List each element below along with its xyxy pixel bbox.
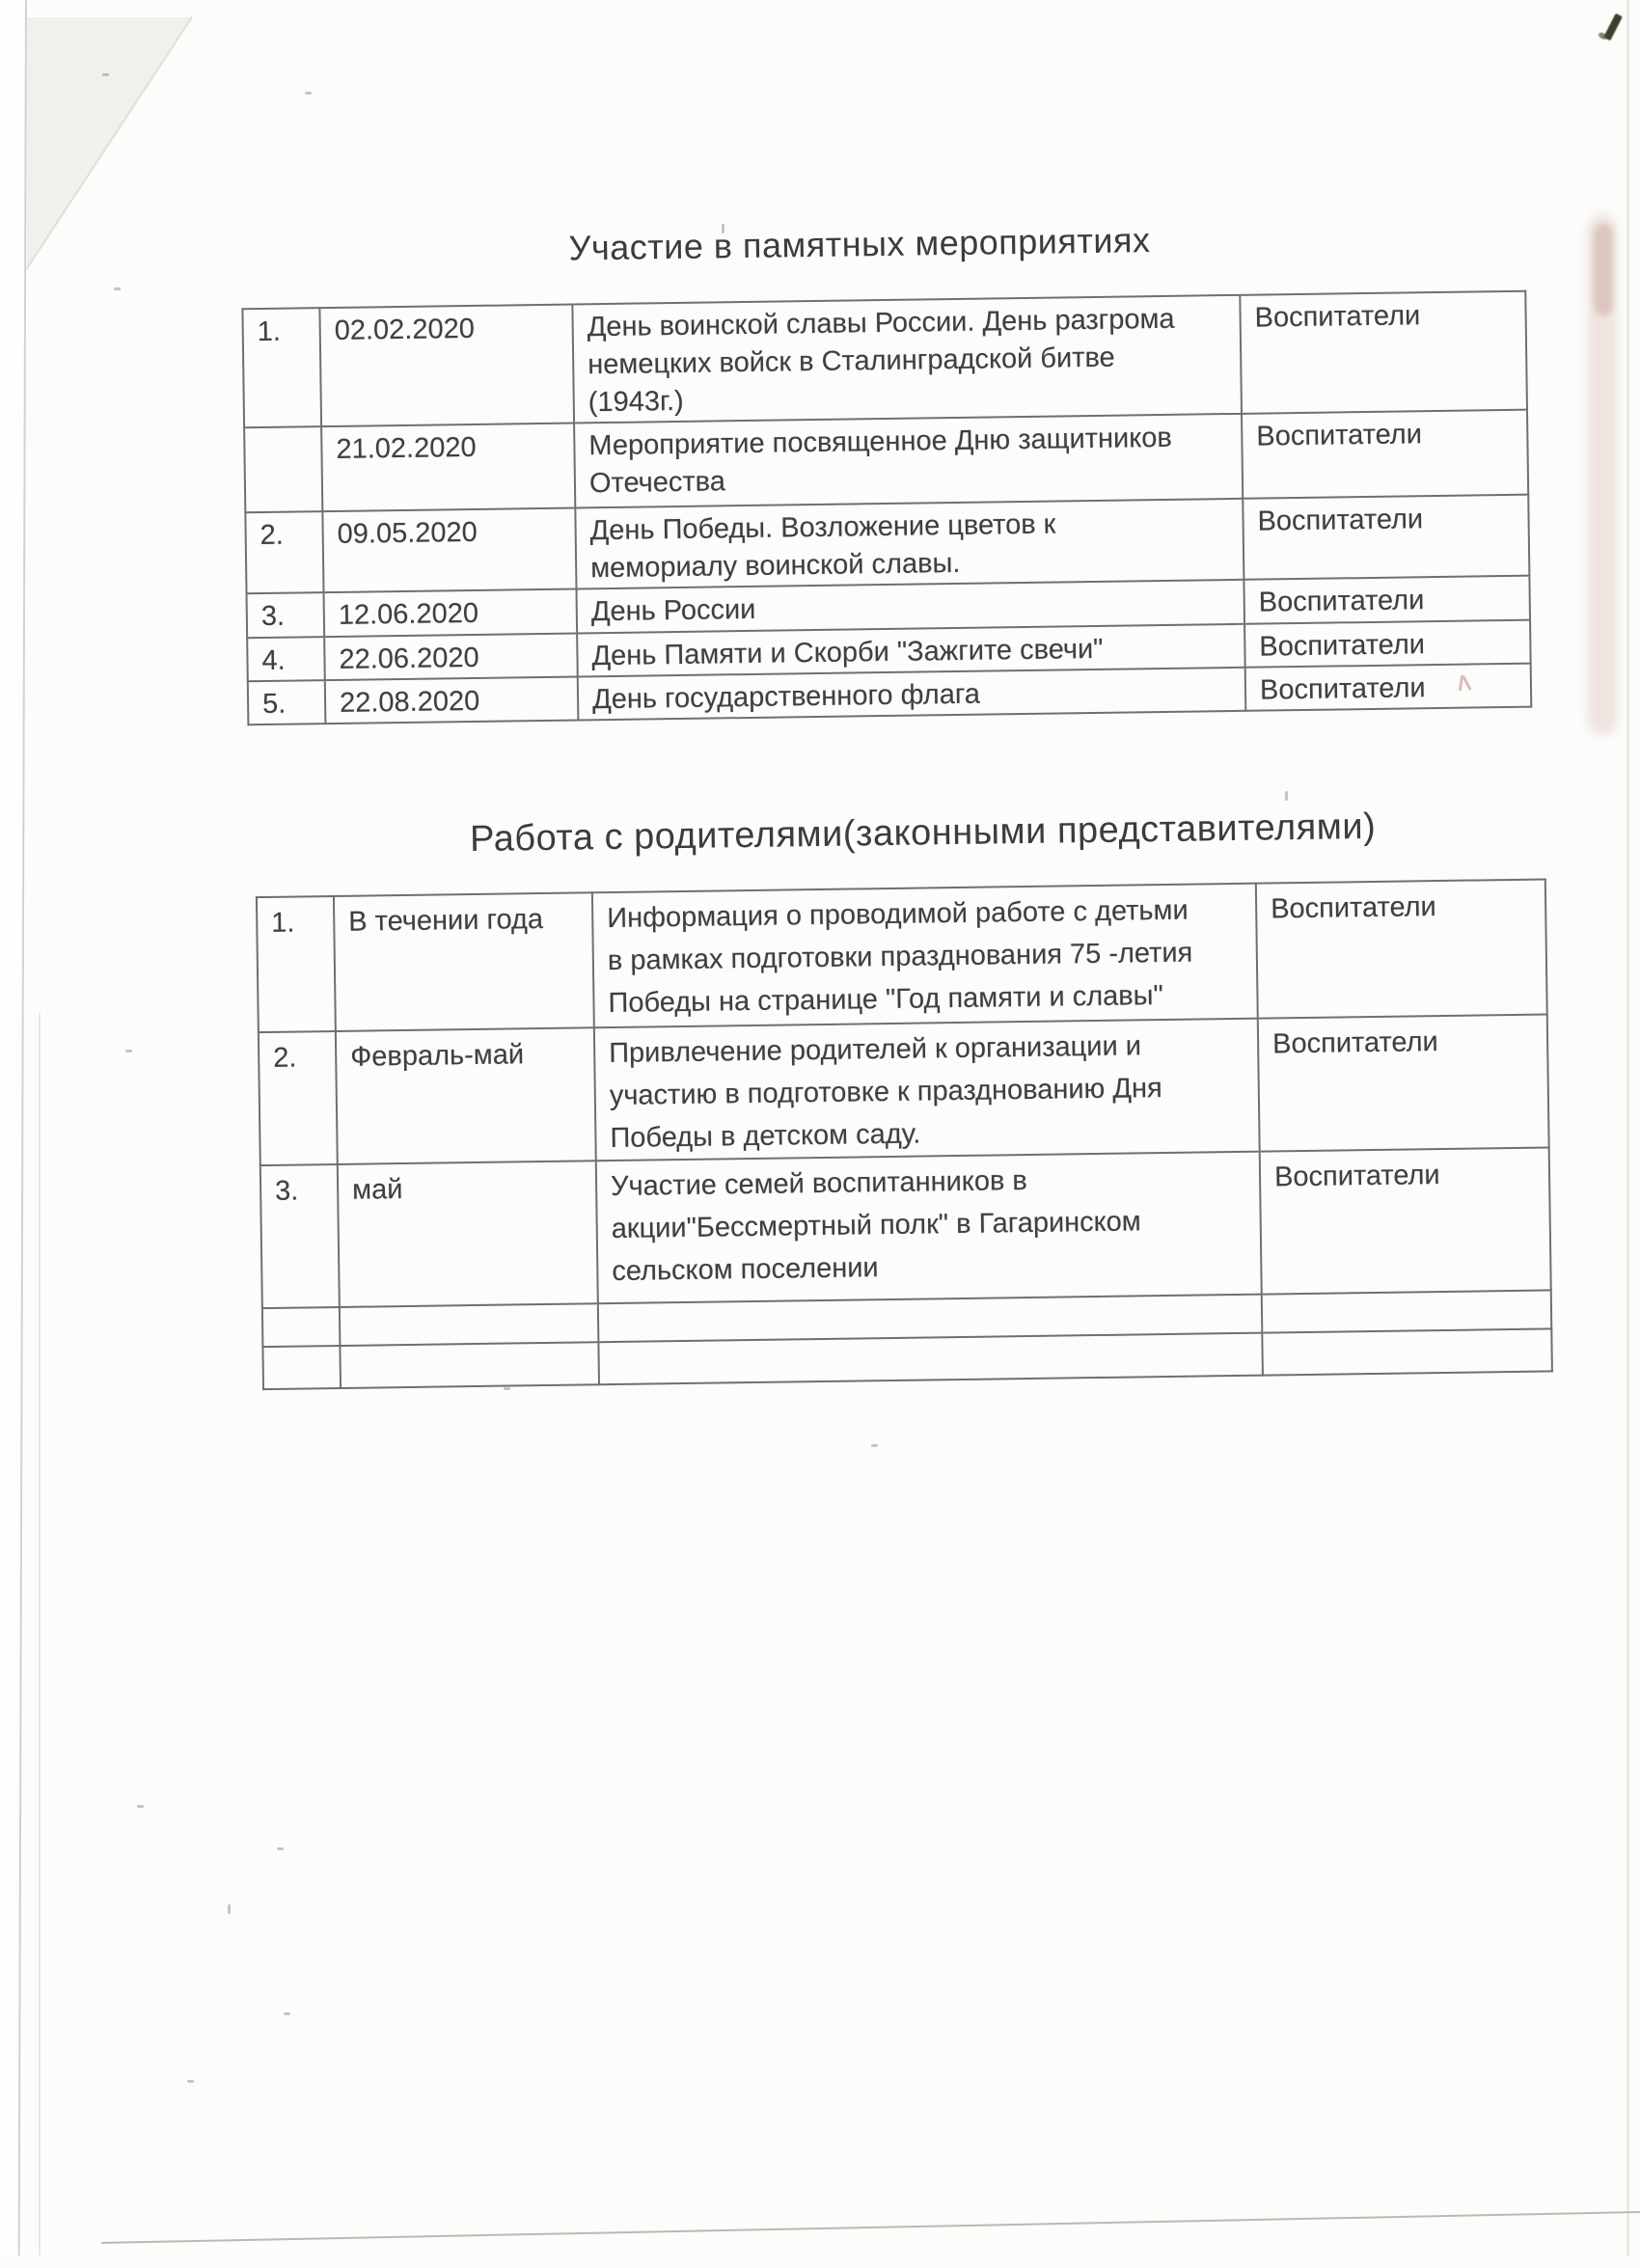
table-row — [242, 291, 1527, 428]
responsible-cell: Воспитатели — [1260, 1147, 1551, 1294]
table-row — [260, 1147, 1551, 1308]
responsible-cell: Воспитатели — [1240, 291, 1527, 414]
row-number-cell: 3. — [247, 592, 325, 638]
activity-cell: Участие семей воспитанников в акции"Бессмертный полк" в Гагаринском сельском поселении — [596, 1152, 1262, 1304]
date-cell: 22.08.2020 — [325, 676, 579, 724]
activity-cell: Привлечение родителей к организации и участию в подготовке к празднованию Дня Победы в детском саду. — [594, 1019, 1260, 1161]
date-cell: 22.06.2020 — [324, 633, 578, 680]
responsible-cell: Воспитатели — [1256, 879, 1547, 1018]
date-cell: 12.06.2020 — [324, 588, 578, 637]
row-number-cell — [244, 426, 322, 512]
activity-cell: День государственного флага — [578, 668, 1246, 721]
period-cell: В течении года — [334, 892, 594, 1031]
row-number-cell: 2. — [259, 1031, 338, 1165]
memorial-events-table — [241, 290, 1532, 726]
activity-cell: День России — [576, 580, 1244, 634]
section-title-parents-work: Работа с родителями(законными представителями) — [469, 806, 1377, 861]
row-number-cell — [262, 1346, 341, 1389]
activity-cell — [598, 1333, 1263, 1385]
row-number-cell: 3. — [260, 1164, 340, 1308]
responsible-cell: Воспитатели — [1244, 576, 1530, 624]
responsible-cell: Воспитатели — [1243, 495, 1529, 580]
period-cell: Февраль-май — [336, 1027, 596, 1164]
row-number-cell: 1. — [242, 308, 321, 427]
date-cell: 02.02.2020 — [319, 305, 574, 427]
period-cell — [340, 1342, 599, 1388]
table-row — [259, 1014, 1549, 1165]
responsible-cell — [1262, 1290, 1552, 1332]
activity-cell: Мероприятие посвященное Дню защитников Отечества — [574, 414, 1243, 508]
activity-cell: День Победы. Возложение цветов к мемориалу воинской славы. — [575, 499, 1244, 589]
responsible-cell: Воспитатели — [1258, 1014, 1549, 1151]
row-number-cell: 5. — [248, 680, 326, 724]
responsible-cell: Воспитатели — [1244, 620, 1531, 668]
row-number-cell: 1. — [257, 896, 336, 1032]
table-row — [257, 879, 1547, 1032]
section-title-memorial-events: Участие в памятных мероприятиях — [568, 220, 1151, 268]
date-cell: 21.02.2020 — [321, 423, 575, 511]
row-number-cell: 4. — [247, 637, 325, 681]
parents-work-table — [256, 878, 1553, 1390]
responsible-cell — [1262, 1328, 1552, 1375]
date-cell: 09.05.2020 — [322, 507, 576, 592]
activity-cell: Информация о проводимой работе с детьми в рамках подготовки празднования 75 -летия Победы на странице "Год памяти и славы" — [592, 884, 1258, 1028]
responsible-cell: Воспитатели — [1245, 664, 1532, 711]
row-number-cell: 2. — [245, 511, 323, 593]
activity-cell: День воинской славы России. День разгрома немецких войск в Сталинградской битве (1943г.) — [572, 295, 1242, 424]
period-cell — [340, 1303, 599, 1346]
responsible-cell: Воспитатели — [1242, 410, 1528, 499]
row-number-cell — [262, 1307, 341, 1347]
activity-cell: День Памяти и Скорби "Зажгите свечи" — [577, 624, 1245, 677]
period-cell: май — [338, 1161, 598, 1307]
